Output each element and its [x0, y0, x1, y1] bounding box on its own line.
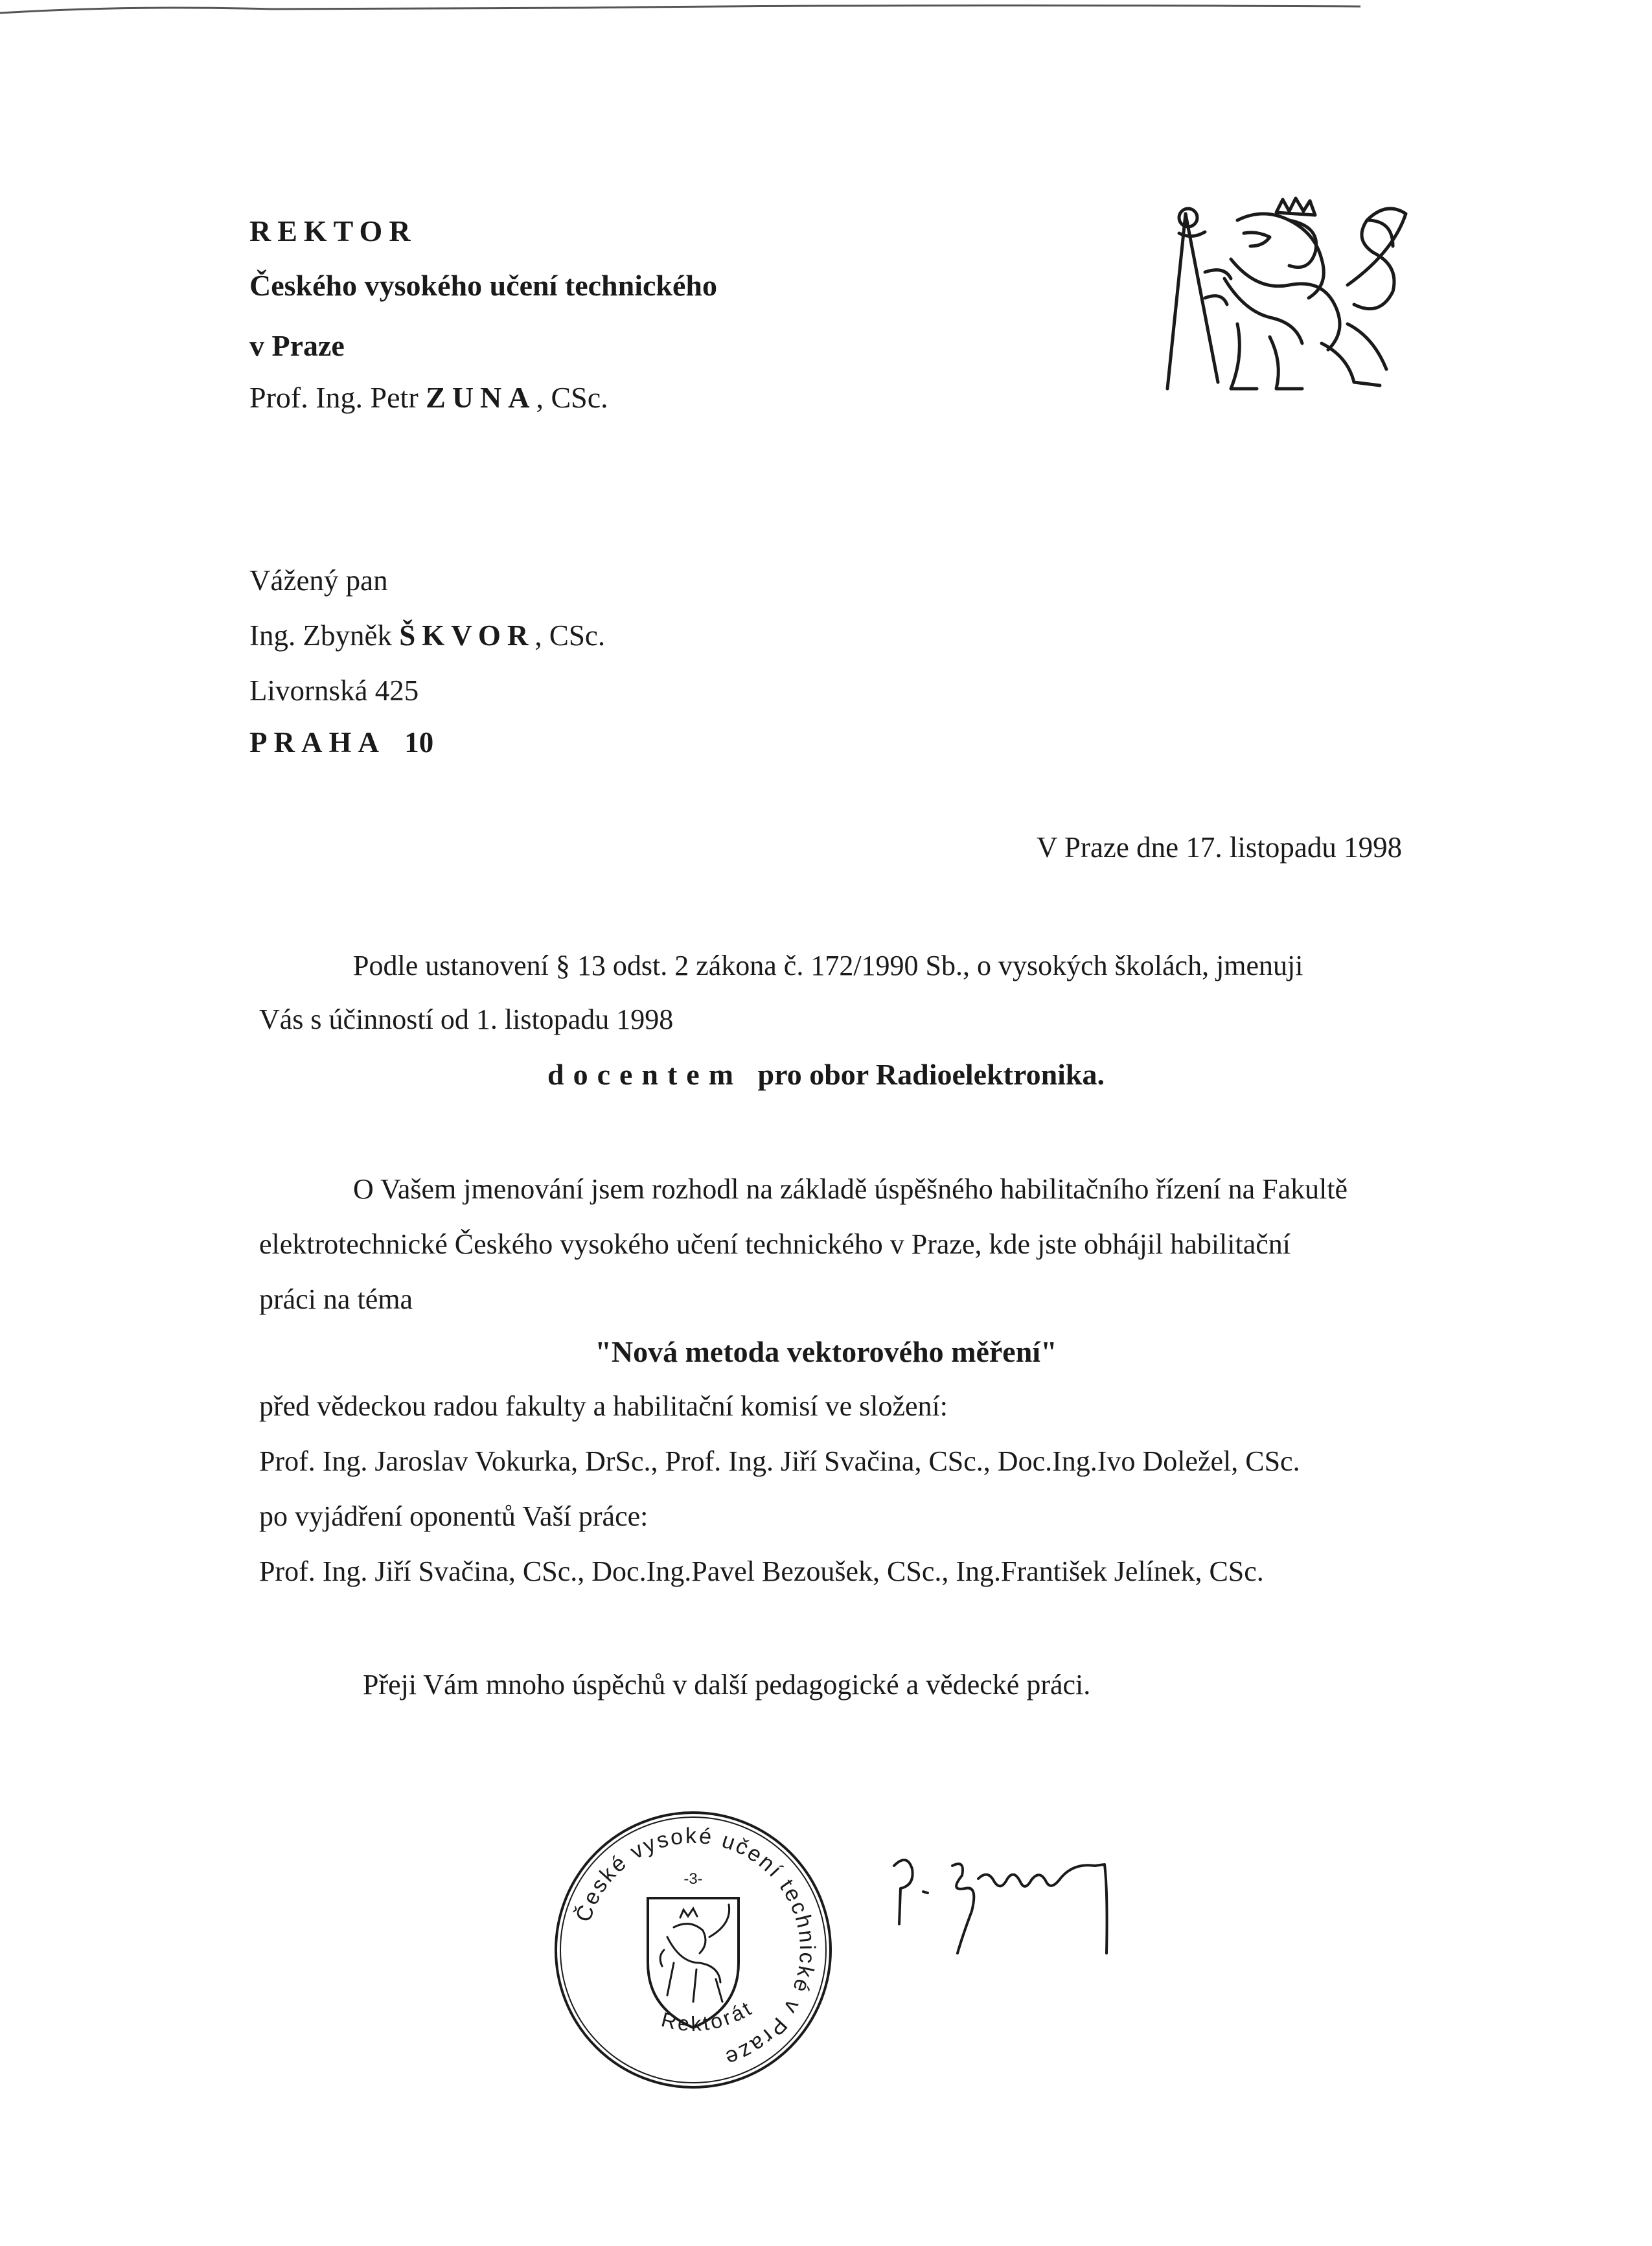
opponents-list: Prof. Ing. Jiří Svačina, CSc., Doc.Ing.Pavel Bezoušek, CSc., Ing.František Jelínek, CSc. — [259, 1555, 1264, 1587]
recipient-street: Livornská 425 — [249, 674, 419, 707]
letterhead-title: REKTOR — [249, 214, 417, 247]
paragraph1-line2: Vás s účinností od 1. listopadu 1998 — [259, 1003, 674, 1035]
recipient-name-prefix: Ing. Zbyněk — [249, 619, 392, 652]
thesis-title: "Nová metoda vektorového měření" — [595, 1335, 1057, 1368]
committee-members: Prof. Ing. Jaroslav Vokurka, DrSc., Prof. Ing. Jiří Svačina, CSc., Doc.Ing.Ivo Doležel, CSc. — [259, 1445, 1300, 1477]
rector-surname: ZUNA — [426, 381, 536, 414]
letterhead-city: v Praze — [249, 329, 345, 362]
rector-name — [249, 379, 608, 417]
letterhead-institution: Českého vysokého učení technického — [249, 269, 717, 302]
ctu-lion-logo — [1160, 194, 1419, 402]
seal-ring-text: České vysoké učení technické v Praze — [571, 1823, 820, 2072]
recipient-district: 10 — [404, 726, 434, 759]
appointment-line — [0, 1057, 1652, 1092]
date-line: V Praze dne 17. listopadu 1998 — [1037, 831, 1403, 864]
paragraph2-line2: elektrotechnické Českého vysokého učení technického v Praze, kde jste obhájil habilitační — [259, 1228, 1291, 1260]
recipient-city: PRAHA — [249, 726, 385, 759]
scan-edge-line — [0, 0, 1652, 26]
paragraph2-line4: před vědeckou radou fakulty a habilitační komisí ve složení: — [259, 1390, 948, 1422]
appointment-field: pro obor Radioelektronika. — [757, 1058, 1105, 1091]
paragraph2-line1: O Vašem jmenování jsem rozhodl na základě úspěšného habilitačního řízení na Fakultě — [353, 1173, 1348, 1205]
rectorate-seal — [551, 1807, 836, 2092]
rector-signature — [881, 1840, 1127, 1956]
seal-bottom-text: Rektorát — [659, 1995, 757, 2036]
rector-suffix: , CSc. — [536, 381, 608, 414]
paragraph2-line5: po vyjádření oponentů Vaší práce: — [259, 1500, 648, 1532]
recipient-name-suffix: , CSc. — [534, 619, 606, 652]
recipient-city-line — [249, 726, 433, 759]
paragraph2-line3: práci na téma — [259, 1283, 413, 1315]
recipient-surname: ŠKVOR — [399, 619, 535, 652]
appointment-word: docentem — [547, 1058, 743, 1091]
recipient-salutation: Vážený pan — [249, 564, 388, 597]
rector-prefix: Prof. Ing. Petr — [249, 381, 419, 414]
recipient-name — [249, 619, 605, 652]
paragraph1-line1: Podle ustanovení § 13 odst. 2 zákona č. 172/1990 Sb., o vysokých školách, jmenuji — [353, 950, 1303, 981]
closing-line: Přeji Vám mnoho úspěchů v další pedagogické a vědecké práci. — [363, 1669, 1091, 1701]
seal-number: -3- — [683, 1870, 703, 1888]
